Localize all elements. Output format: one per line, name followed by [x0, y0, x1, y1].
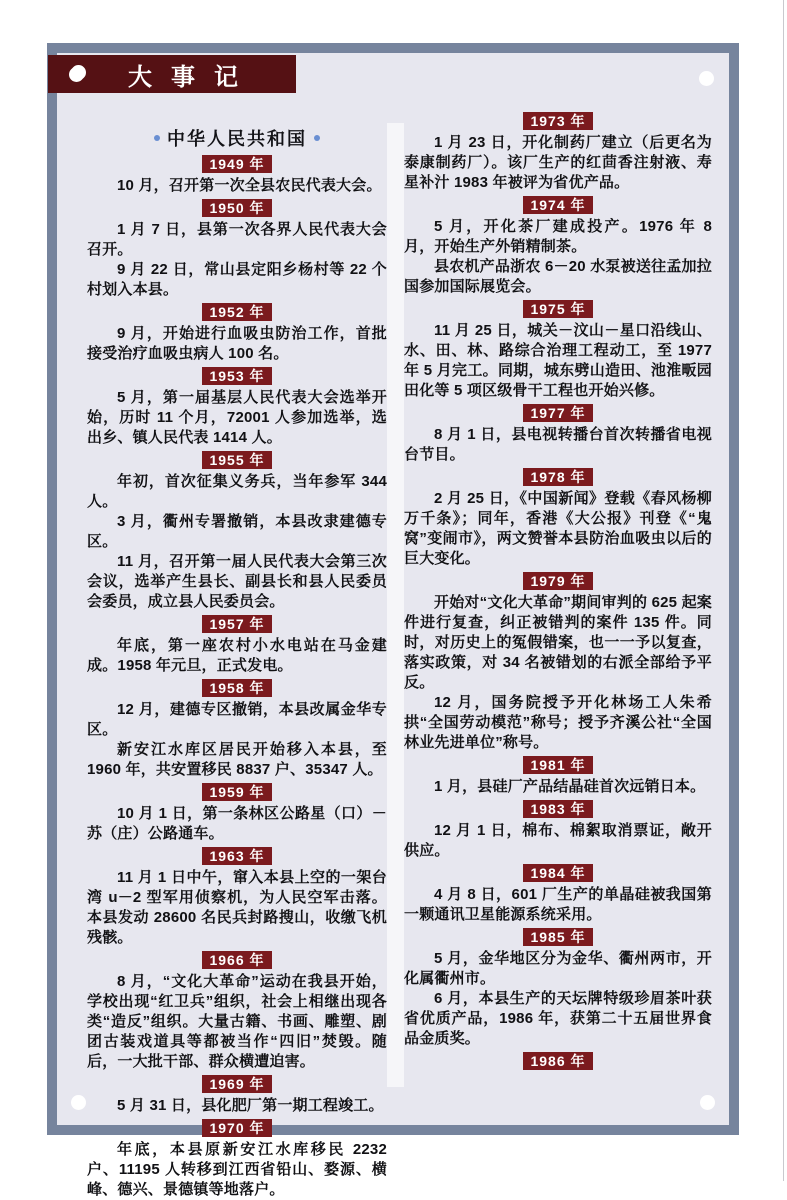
event-paragraph: 8 月，“文化大革命”运动在我县开始，学校出现“红卫兵”组织，社会上相继出现各类“造反”组织。大量古籍、书画、雕塑、剧团古装戏道具等都被当作“四旧”焚毁。随后，一大批干部、群众横遭迫害。 [87, 973, 387, 1070]
event-paragraph: 12 月，国务院授予开化林场工人朱希拱“全国劳动模范”称号；授予齐溪公社“全国林业先进单位”称号。 [404, 694, 712, 751]
event-paragraph: 2 月 25 日，《中国新闻》登载《春风杨柳万千条》；同年，香港《大公报》刊登《“鬼窝”变闹市》，两文赞誉本县防治血吸虫以后的巨大变化。 [404, 490, 712, 567]
year-badge: 1958 年 [202, 679, 271, 697]
left-column-entries [87, 155, 387, 1200]
entry-paragraphs [87, 868, 387, 948]
year-badge: 1963 年 [202, 847, 271, 865]
page-title: 大事记 [128, 61, 257, 91]
corner-hole-top-right-icon [699, 71, 714, 86]
year-entry [87, 1075, 387, 1116]
corner-hole-bottom-left-icon [71, 1095, 86, 1110]
year-entry [87, 951, 387, 1072]
event-paragraph: 5 月，金华地区分为金华、衢州两市，开化属衢州市。 [404, 950, 712, 987]
event-paragraph: 4 月 8 日，601 厂生产的单晶硅被我国第一颗通讯卫星能源系统采用。 [404, 886, 712, 923]
entry-paragraphs [404, 821, 712, 861]
entry-paragraphs [404, 777, 712, 797]
event-paragraph: 新安江水库区居民开始移入本县，至 1960 年，共安置移民 8837 户、35347 人。 [87, 741, 387, 778]
year-badge: 1952 年 [202, 303, 271, 321]
entry-paragraphs [87, 1096, 387, 1116]
event-paragraph: 5 月 31 日，县化肥厂第一期工程竣工。 [117, 1097, 384, 1114]
year-entry [87, 303, 387, 364]
year-entry [87, 615, 387, 676]
year-entry [404, 864, 712, 925]
year-entry [87, 155, 387, 196]
year-badge: 1986 年 [523, 1052, 592, 1070]
section-title-text: 中华人民共和国 [167, 129, 307, 149]
event-paragraph: 11 月 1 日中午，窜入本县上空的一架台湾 u－2 型军用侦察机，为人民空军击落。本县发动 28600 名民兵封路搜山，收缴飞机残骸。 [87, 869, 387, 946]
year-badge: 1957 年 [202, 615, 271, 633]
event-paragraph: 年底，第一座农村小水电站在马金建成。1958 年元旦，正式发电。 [87, 637, 387, 674]
content-area [57, 99, 729, 1198]
event-paragraph: 10 月，召开第一次全县农民代表大会。 [117, 177, 382, 194]
entry-paragraphs [404, 885, 712, 925]
year-badge: 1979 年 [523, 572, 592, 590]
year-badge: 1950 年 [202, 199, 271, 217]
accent-dot-right-icon [314, 135, 320, 141]
year-entry [404, 468, 712, 569]
corner-hole-bottom-right-icon [700, 1095, 715, 1110]
entry-paragraphs [87, 220, 387, 300]
event-paragraph: 1 月 23 日，开化制药厂建立（后更名为泰康制药厂）。该厂生产的红茴香注射液、寿星补汁 1983 年被评为省优产品。 [404, 134, 712, 191]
year-entry [404, 928, 712, 1049]
entry-paragraphs [87, 1140, 387, 1200]
left-column [87, 99, 387, 1200]
year-badge: 1977 年 [523, 404, 592, 422]
year-badge: 1975 年 [523, 300, 592, 318]
chronicle-panel [47, 43, 739, 1198]
year-entry [404, 112, 712, 193]
entry-paragraphs [87, 388, 387, 448]
year-entry [404, 300, 712, 401]
year-badge: 1983 年 [523, 800, 592, 818]
year-badge: 1969 年 [202, 1075, 271, 1093]
year-badge: 1973 年 [523, 112, 592, 130]
event-paragraph: 9 月，开始进行血吸虫防治工作，首批接受治疗血吸虫病人 100 名。 [87, 325, 387, 362]
year-entry [87, 783, 387, 844]
year-badge: 1985 年 [523, 928, 592, 946]
entry-paragraphs [404, 593, 712, 753]
entry-paragraphs [87, 324, 387, 364]
year-badge: 1974 年 [523, 196, 592, 214]
year-entry [404, 800, 712, 861]
year-badge: 1953 年 [202, 367, 271, 385]
event-paragraph: 3 月，衢州专署撤销，本县改隶建德专区。 [87, 513, 387, 550]
accent-dot-left-icon [154, 135, 160, 141]
entry-paragraphs [87, 972, 387, 1072]
year-entry [87, 1119, 387, 1200]
event-paragraph: 6 月，本县生产的天坛牌特级珍眉茶叶获省优质产品，1986 年，获第二十五届世界食品金质奖。 [404, 990, 712, 1047]
year-badge: 1981 年 [523, 756, 592, 774]
event-paragraph: 11 月 25 日，城关－汶山－星口沿线山、水、田、林、路综合治理工程动工，至 1977 年 5 月完工。同期，城东劈山造田、池淮畈园田化等 5 项区级骨干工程也开始兴修。 [404, 322, 712, 399]
entry-paragraphs [404, 489, 712, 569]
entry-paragraphs [87, 804, 387, 844]
year-entry [87, 679, 387, 780]
year-entry [404, 756, 712, 797]
event-paragraph: 5 月，开化茶厂建成投产。1976 年 8 月，开始生产外销精制茶。 [404, 218, 712, 255]
year-entry [404, 404, 712, 465]
year-badge: 1959 年 [202, 783, 271, 801]
entry-paragraphs [404, 321, 712, 401]
event-paragraph: 8 月 1 日，县电视转播台首次转播省电视台节目。 [404, 426, 712, 463]
year-entry [404, 572, 712, 753]
column-divider [387, 123, 404, 1087]
event-paragraph: 12 月，建德专区撤销，本县改属金华专区。 [87, 701, 387, 738]
entry-paragraphs [87, 700, 387, 780]
right-column-entries [404, 112, 712, 1070]
year-entry [87, 199, 387, 300]
year-entry [87, 367, 387, 448]
section-title [87, 125, 387, 151]
event-paragraph: 9 月 22 日，常山县定阳乡杨村等 22 个村划入本县。 [87, 261, 387, 298]
event-paragraph: 1 月，县硅厂产品结晶硅首次远销日本。 [434, 778, 706, 795]
event-paragraph: 5 月，第一届基层人民代表大会选举开始，历时 11 个月，72001 人参加选举，选出乡、镇人民代表 1414 人。 [87, 389, 387, 446]
entry-paragraphs [404, 949, 712, 1049]
year-entry [87, 451, 387, 612]
entry-paragraphs [404, 133, 712, 193]
event-paragraph: 12 月 1 日，棉布、棉絮取消票证，敞开供应。 [404, 822, 712, 859]
event-paragraph: 年底，本县原新安江水库移民 2232 户、11195 人转移到江西省铅山、婺源、横峰、德兴、景德镇等地落户。 [87, 1141, 387, 1198]
page-edge-line [783, 0, 784, 1181]
year-badge: 1970 年 [202, 1119, 271, 1137]
entry-paragraphs [87, 636, 387, 676]
event-paragraph: 10 月 1 日，第一条林区公路星（口）－苏（庄）公路通车。 [87, 805, 387, 842]
year-entry [404, 1052, 712, 1070]
year-badge: 1966 年 [202, 951, 271, 969]
year-entry [404, 196, 712, 297]
year-badge: 1978 年 [523, 468, 592, 486]
right-column [404, 99, 712, 1073]
event-paragraph: 11 月，召开第一届人民代表大会第三次会议，选举产生县长、副县长和县人民委员会委员，成立县人民委员会。 [87, 553, 387, 610]
year-badge: 1955 年 [202, 451, 271, 469]
year-badge: 1949 年 [202, 155, 271, 173]
event-paragraph: 年初，首次征集义务兵，当年参军 344 人。 [87, 473, 387, 510]
entry-paragraphs [87, 472, 387, 612]
year-entry [87, 847, 387, 948]
event-paragraph: 县农机产品浙农 6－20 水泵被送往孟加拉国参加国际展览会。 [404, 258, 712, 295]
entry-paragraphs [404, 425, 712, 465]
year-badge: 1984 年 [523, 864, 592, 882]
entry-paragraphs [404, 217, 712, 297]
event-paragraph: 开始对“文化大革命”期间审判的 625 起案件进行复查，纠正被错判的案件 135 件。同时，对历史上的冤假错案，也一一予以复查，落实政策，对 34 名被错划的右派全部给予平反。 [404, 594, 712, 691]
entry-paragraphs [87, 176, 387, 196]
corner-hole-top-left-icon [71, 65, 86, 80]
event-paragraph: 1 月 7 日，县第一次各界人民代表大会召开。 [87, 221, 387, 258]
